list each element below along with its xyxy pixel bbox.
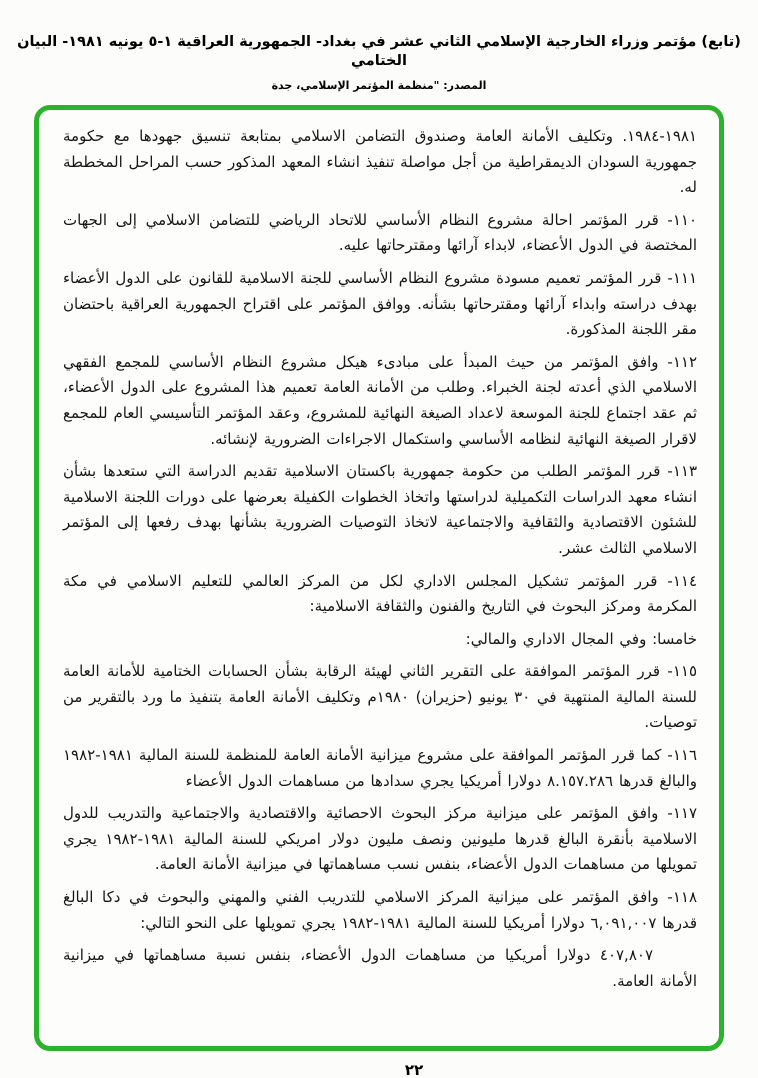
body-paragraph: ١١٦- كما قرر المؤتمر الموافقة على مشروع ميزانية الأمانة العامة للمنظمة للسنة المالية ١٩٨١-١٩٨٢ والبالغ قدرها ٨.١٥٧.٢٨٦ دولارا أمريكيا يجري سدادها من مساهمات الدول الأعضاء <box>63 746 697 790</box>
document-header <box>0 0 758 92</box>
body-paragraph: ١٩٨١-١٩٨٤. وتكليف الأمانة العامة وصندوق التضامن الاسلامي بمتابعة تنسيق جهودها مع حكومة جمهورية السودان الديمقراطية من أجل مواصلة تنفيذ انشاء المعهد المذكور حسب المراحل المخططة له. <box>63 127 697 197</box>
body-paragraph: ١١٢- وافق المؤتمر من حيث المبدأ على مبادىء هيكل مشروع النظام الأساسي للمجمع الفقهي الاسلامي الذي أعدته لجنة الخبراء. وطلب من الأمانة العامة تعميم هذا المشروع على الدول الأعضاء، ثم عقد اجتماع للجنة الموسعة لاعداد الصيغة النهائية للمشروع، وعقد المؤتمر التأسيسي العام للمجمع لاقرار الصيغة النهائية لنظامه الأساسي واستكمال الاجراءات الضرورية لإنشائه. <box>63 352 697 448</box>
page-title: (تابع) مؤتمر وزراء الخارجية الإسلامي الثاني عشر في بغداد- الجمهورية العراقية ١-٥ يونيه ١٩٨١- البيان الختامي <box>17 34 741 69</box>
body-paragraph: خامسا: وفي المجال الاداري والمالي: <box>465 629 697 648</box>
body-paragraph: ١١٧- وافق المؤتمر على ميزانية مركز البحوث الاحصائية والاقتصادية والاجتماعية والتدريب للدول الاسلامية بأنقرة البالغ قدرها مليونين ونصف مليون دولار امريكي للسنة المالية ١٩٨١-١٩٨٢ يجري تمويلها من مساهمات الدول الأعضاء، بنفس نسب مساهماتها في ميزانية الأمانة العامة. <box>63 804 697 874</box>
body-paragraph: ١١٨- وافق المؤتمر على ميزانية المركز الاسلامي للتدريب الفني والمهني والبحوث في دكا البالغ قدرها ٦,٠٩١,٠٠٧ دولارا أمريكيا للسنة المالية ١٩٨١-١٩٨٢ يجري تمويلها على النحو التالي: <box>63 888 697 932</box>
body-paragraph: ١١٠- قرر المؤتمر احالة مشروع النظام الأساسي للاتحاد الرياضي للتضامن الاسلامي إلى الجهات المختصة في الدول الأعضاء، لابداء آرائها ومقترحاتها عليه. <box>63 210 697 255</box>
body-paragraph: ١١٣- قرر المؤتمر الطلب من حكومة جمهورية باكستان الاسلامية تقديم الدراسة التي ستعدها بشأن انشاء معهد الدراسات التكميلية لدراستها واتخاذ الخطوات الكفيلة بعرضها على دورات اللجنة الاسلامية للشئون الاقتصادية والثقافية والاجتماعية لاتخاذ التوصيات الضرورية بشأنها بهدف رفعها إلى المؤتمر الاسلامي الثالث عشر. <box>63 462 697 557</box>
page-number: ٢٢ <box>404 1061 424 1078</box>
source-line: المصدر: "منظمة المؤتمر الإسلامي، جدة <box>271 79 487 92</box>
document-footer <box>0 1060 758 1078</box>
body-paragraph: ١١٥- قرر المؤتمر الموافقة على التقرير الثاني لهيئة الرقابة بشأن الحسابات الختامية للأمانة العامة للسنة المالية المنتهية في ٣٠ يونيو (حزيران) ١٩٨٠م وتكليف الأمانة العامة بتنفيذ ما ورد بالتقرير من توصيات. <box>63 662 698 732</box>
document-body-box <box>34 105 724 1051</box>
body-paragraph: ١١٤- قرر المؤتمر تشكيل المجلس الاداري لكل من المركز العالمي للتعليم الاسلامي في مكة المكرمة ومركز البحوث في التاريخ والفنون والثقافة الاسلامية: <box>63 571 697 616</box>
body-paragraph: ١١١- قرر المؤتمر تعميم مسودة مشروع النظام الأساسي للجنة الاسلامية للقانون على الدول الأعضاء بهدف دراسته وابداء آرائها ومقترحاتها بشأنه. ووافق المؤتمر على اقتراح الجمهورية العراقية باحتضان مقر اللجنة المذكورة. <box>63 268 697 339</box>
body-paragraph: ٤٠٧,٨٠٧ دولارا أمريكيا من مساهمات الدول الأعضاء، بنفس نسبة مساهماتها في ميزانية الأمانة العامة. <box>63 946 697 990</box>
